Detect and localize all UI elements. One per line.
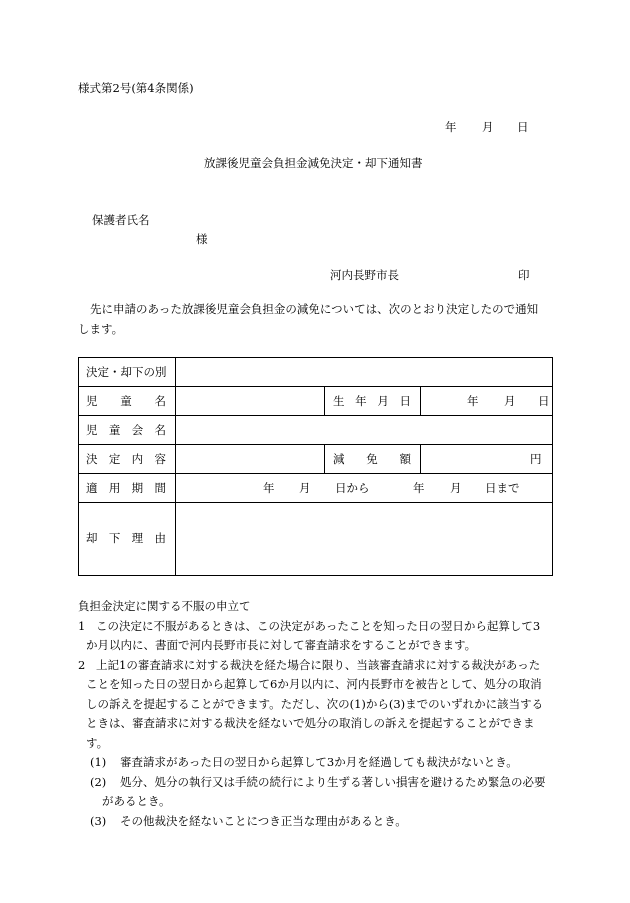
label-char: 理 bbox=[131, 531, 144, 545]
intro-line-1: 先に申請のあった放課後児童会負担金の減免については、次のとおり決定したので通知 bbox=[90, 302, 539, 316]
label-reduction-amount bbox=[333, 451, 411, 467]
item-2-line-5: す。 bbox=[86, 735, 109, 750]
sub-item-1 bbox=[78, 753, 558, 773]
item-2-line-2: ことを知った日の翌日から起算して6か月以内に、河内長野市を被告として、処分の取消 bbox=[86, 677, 542, 691]
period-month-from: 月 bbox=[299, 481, 311, 495]
birthdate-year: 年 bbox=[467, 394, 479, 408]
table-line bbox=[324, 386, 325, 415]
date-year: 年 bbox=[445, 120, 457, 134]
label-char: 額 bbox=[399, 452, 411, 466]
label-char: 児 bbox=[86, 394, 98, 408]
sub-item-number: (3) bbox=[90, 813, 107, 828]
label-char: 下 bbox=[108, 531, 121, 545]
form-table bbox=[78, 357, 553, 576]
date-month: 月 bbox=[482, 120, 494, 134]
guardian-name-label: 保護者氏名 bbox=[92, 213, 150, 227]
item-1-line-1: この決定に不服があるときは、この決定があったことを知った日の翌日から起算して3 bbox=[96, 618, 541, 633]
table-line bbox=[79, 386, 552, 387]
item-2-line-1: 上記1の審査請求に対する裁決を経た場合に限り、当該審査請求に対する裁決があった bbox=[96, 657, 541, 672]
birthdate-day: 日 bbox=[538, 394, 550, 408]
item-2-line-3: しの訴えを提起することができます。ただし、次の(1)から(3)までのいずれかに該当する bbox=[86, 696, 544, 711]
item-1-line-2: か月以内に、書面で河内長野市長に対して審査請求をすることができます。 bbox=[86, 638, 477, 652]
sub-item-2-line-2: があるとき。 bbox=[102, 794, 171, 808]
intro-line-2: します。 bbox=[78, 321, 124, 336]
label-char: 内 bbox=[131, 452, 144, 466]
date-day: 日 bbox=[517, 120, 529, 134]
appeal-notice bbox=[78, 597, 558, 831]
label-char: 期 bbox=[131, 481, 144, 495]
seal-mark: 印 bbox=[518, 268, 530, 282]
item-number: 1 bbox=[78, 618, 86, 633]
sub-item-3 bbox=[78, 812, 558, 832]
sub-item-1-text: 審査請求があった日の翌日から起算して3か月を経過しても裁決がないとき。 bbox=[120, 755, 518, 769]
sub-item-number: (2) bbox=[90, 774, 107, 789]
label-char: 会 bbox=[131, 423, 144, 437]
label-char: 却 bbox=[86, 531, 98, 545]
label-char: 免 bbox=[366, 452, 378, 466]
label-birthdate bbox=[333, 393, 411, 409]
birthdate-month: 月 bbox=[504, 394, 516, 408]
label-char: 名 bbox=[154, 423, 166, 437]
label-char: 容 bbox=[154, 452, 166, 466]
sub-item-2-line-1: 処分、処分の執行又は手続の続行により生ずる著しい損害を避けるため緊急の必要 bbox=[120, 774, 546, 789]
label-char: 定 bbox=[108, 452, 121, 466]
label-period bbox=[86, 480, 166, 496]
label-char: 童 bbox=[120, 394, 132, 408]
label-decision-detail bbox=[86, 451, 166, 467]
table-line bbox=[79, 473, 552, 474]
table-line bbox=[175, 358, 176, 575]
label-char: 減 bbox=[333, 452, 345, 466]
label-club-name bbox=[86, 422, 166, 438]
period-year-to: 年 bbox=[413, 481, 425, 495]
period-day-from: 日から bbox=[335, 481, 370, 495]
label-char: 名 bbox=[154, 394, 166, 408]
table-line bbox=[79, 444, 552, 445]
label-char: 童 bbox=[108, 423, 121, 437]
label-child-name bbox=[86, 393, 166, 409]
label-char: 年 bbox=[355, 394, 367, 408]
honorific-sama: 様 bbox=[196, 232, 208, 246]
label-rejection-reason bbox=[86, 530, 166, 546]
document-title: 放課後児童会負担金減免決定・却下通知書 bbox=[204, 156, 423, 170]
table-line bbox=[79, 415, 552, 416]
issuer-name: 河内長野市長 bbox=[330, 268, 399, 282]
appeal-item-1 bbox=[78, 617, 558, 637]
label-char: 生 bbox=[333, 394, 345, 408]
label-char: 日 bbox=[399, 394, 411, 408]
item-2-line-4: ときは、審査請求に対する裁決を経ないで処分の取消しの訴えを提起することができま bbox=[86, 716, 535, 730]
table-line bbox=[420, 444, 421, 473]
reduction-unit-yen: 円 bbox=[530, 452, 542, 466]
intro-paragraph bbox=[78, 300, 553, 339]
label-decision-type: 決定・却下の別 bbox=[86, 365, 167, 379]
appeal-heading: 負担金決定に関する不服の申立て bbox=[78, 599, 251, 613]
item-number: 2 bbox=[78, 657, 86, 672]
label-char: 決 bbox=[86, 452, 98, 466]
sub-item-2 bbox=[78, 773, 558, 793]
table-line bbox=[420, 386, 421, 415]
table-line bbox=[79, 502, 552, 503]
period-day-to: 日まで bbox=[485, 481, 520, 495]
label-char: 由 bbox=[154, 531, 166, 545]
label-char: 適 bbox=[86, 481, 98, 495]
appeal-item-2 bbox=[78, 656, 558, 676]
period-month-to: 月 bbox=[450, 481, 462, 495]
period-year-from: 年 bbox=[263, 481, 275, 495]
date-line bbox=[445, 119, 529, 135]
sub-item-3-text: その他裁決を経ないことにつき正当な理由があるとき。 bbox=[120, 813, 407, 828]
sub-item-number: (1) bbox=[90, 755, 107, 769]
label-char: 用 bbox=[108, 481, 121, 495]
label-char: 月 bbox=[377, 394, 389, 408]
table-line bbox=[324, 444, 325, 473]
form-number: 様式第2号(第4条関係) bbox=[78, 81, 194, 95]
label-char: 児 bbox=[86, 423, 98, 437]
label-char: 間 bbox=[154, 481, 166, 495]
